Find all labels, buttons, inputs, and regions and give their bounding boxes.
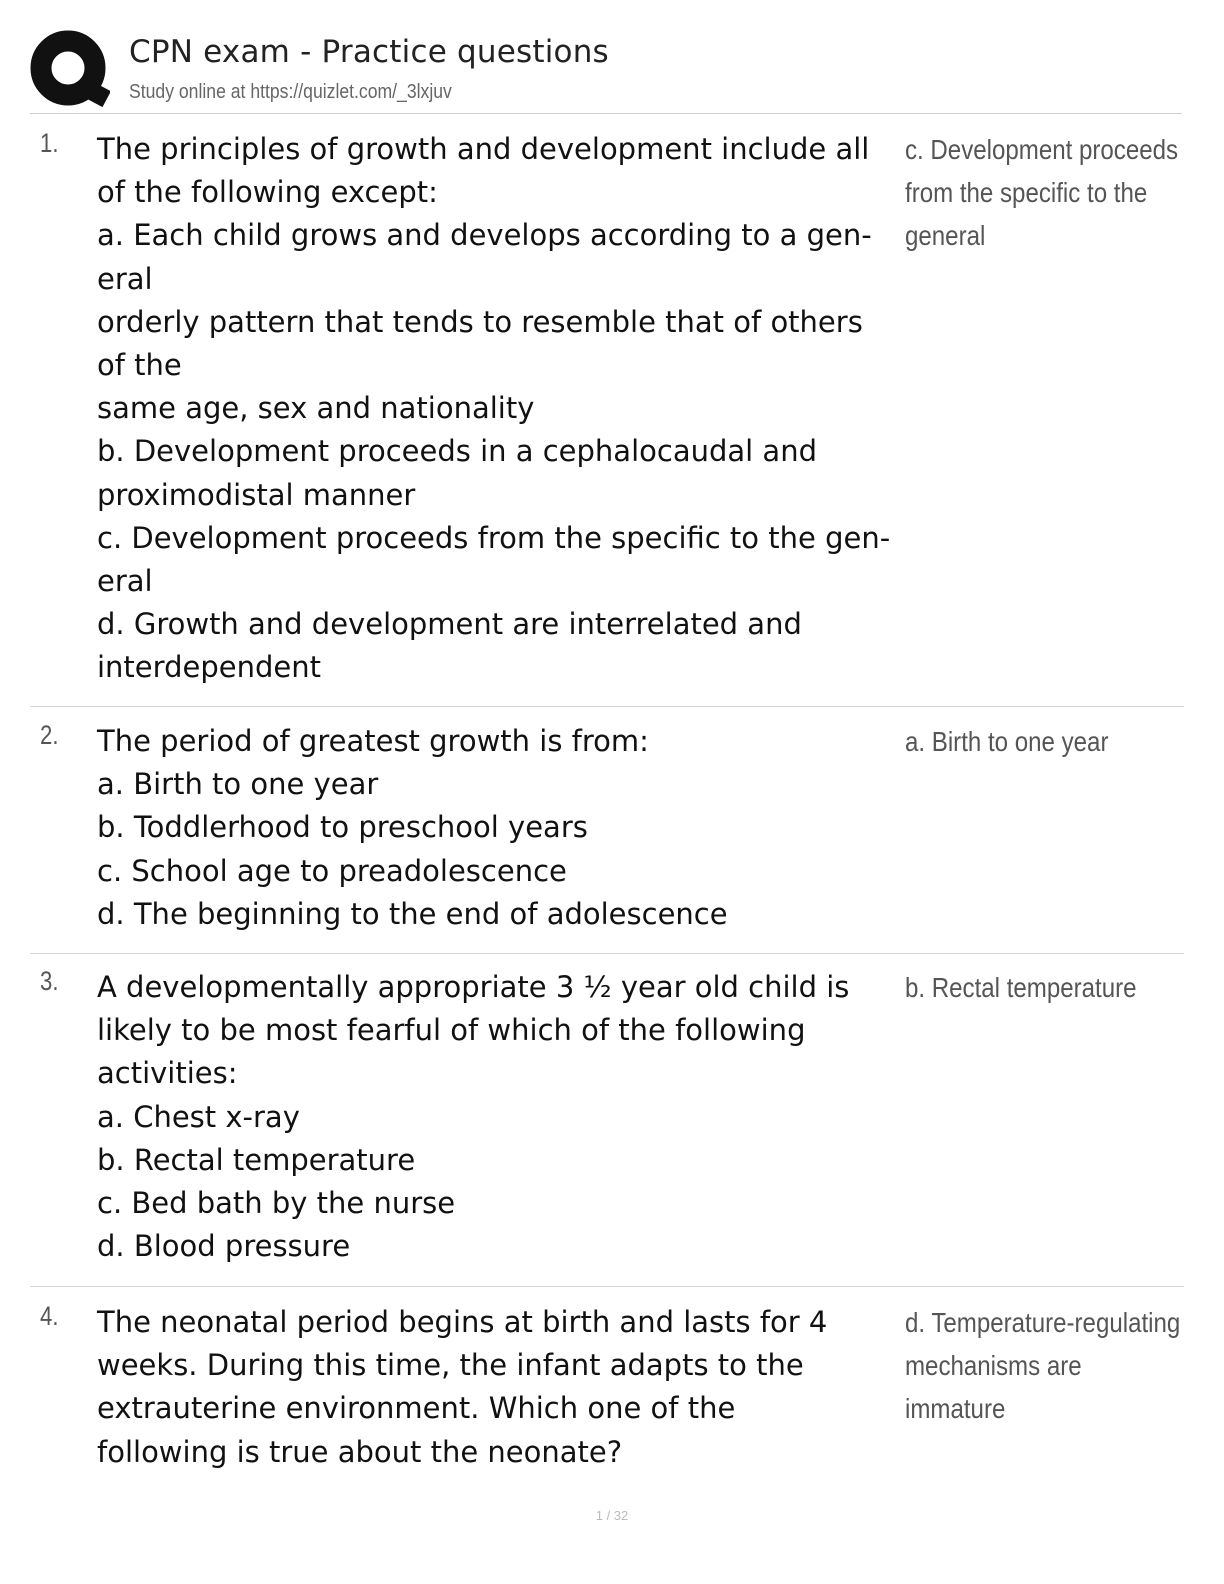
question-line: b. Rectal temperature bbox=[97, 1142, 416, 1177]
study-online-link[interactable]: Study online at https://quizlet.com/_3lxjuv bbox=[129, 81, 452, 103]
question-line: A developmentally appropriate 3 ½ year old child is bbox=[97, 970, 850, 1004]
question-line: eral bbox=[97, 261, 153, 296]
question-line: proximodistal manner bbox=[97, 477, 416, 512]
question-line: c. Bed bath by the nurse bbox=[97, 1186, 456, 1221]
question-line: orderly pattern that tends to resemble that of others bbox=[97, 304, 863, 339]
document-title: CPN exam - Practice questions bbox=[129, 34, 609, 70]
question-text bbox=[97, 720, 897, 936]
question-line: d. The beginning to the end of adolescence bbox=[97, 896, 728, 931]
answer-line: general bbox=[905, 220, 986, 252]
question-line: a. Each child grows and develops according to a gen- bbox=[97, 218, 872, 253]
question-line: weeks. During this time, the infant adapts to the bbox=[97, 1348, 804, 1383]
question-divider bbox=[30, 1286, 1184, 1287]
question-line: same age, sex and nationality bbox=[97, 391, 535, 426]
question-line: likely to be most fearful of which of the following bbox=[97, 1013, 806, 1048]
question-line: following is true about the neonate? bbox=[97, 1434, 623, 1469]
question-line: a. Chest x-ray bbox=[97, 1099, 300, 1134]
answer-text bbox=[905, 128, 1180, 258]
question-text bbox=[97, 128, 897, 690]
answer-text bbox=[905, 720, 1180, 763]
question-text bbox=[97, 1301, 897, 1474]
question-line: b. Development proceeds in a cephalocaudal and bbox=[97, 434, 817, 469]
question-line: a. Birth to one year bbox=[97, 767, 379, 802]
answer-line: c. Development proceeds bbox=[905, 134, 1179, 165]
page-number: 1 / 32 bbox=[595, 1508, 629, 1523]
question-divider bbox=[30, 953, 1184, 954]
answer-line: immature bbox=[905, 1393, 1006, 1425]
quizlet-logo-icon bbox=[30, 30, 110, 110]
question-text bbox=[97, 966, 897, 1268]
question-line: b. Toddlerhood to preschool years bbox=[97, 810, 588, 845]
answer-line: d. Temperature-regulating bbox=[905, 1307, 1181, 1338]
answer-text bbox=[905, 966, 1180, 1009]
answer-line: b. Rectal temperature bbox=[905, 972, 1137, 1003]
question-divider bbox=[30, 706, 1184, 707]
question-line: interdependent bbox=[97, 650, 321, 685]
answer-line: mechanisms are bbox=[905, 1350, 1082, 1382]
question-item bbox=[30, 128, 1184, 688]
question-item bbox=[30, 1301, 1184, 1481]
question-number: 4. bbox=[40, 1301, 59, 1331]
question-line: The principles of growth and development include all bbox=[97, 132, 870, 166]
header-divider bbox=[30, 113, 1182, 114]
question-line: c. School age to preadolescence bbox=[97, 853, 567, 888]
answer-line: from the specific to the bbox=[905, 177, 1148, 209]
answer-text bbox=[905, 1301, 1180, 1431]
question-line: activities: bbox=[97, 1056, 238, 1091]
question-line: extrauterine environment. Which one of the bbox=[97, 1391, 736, 1426]
question-number: 1. bbox=[40, 128, 59, 158]
question-item bbox=[30, 966, 1184, 1276]
question-line: c. Development proceeds from the specific to the gen- bbox=[97, 520, 891, 555]
question-item bbox=[30, 720, 1184, 940]
question-number: 2. bbox=[40, 720, 59, 750]
question-line: The neonatal period begins at birth and lasts for 4 bbox=[97, 1305, 828, 1339]
question-line: of the bbox=[97, 348, 182, 383]
question-line: eral bbox=[97, 564, 153, 599]
question-number: 3. bbox=[40, 966, 59, 996]
question-line: of the following except: bbox=[97, 175, 438, 210]
question-line: The period of greatest growth is from: bbox=[97, 724, 649, 758]
question-line: d. Blood pressure bbox=[97, 1229, 351, 1264]
answer-line: a. Birth to one year bbox=[905, 726, 1109, 757]
question-line: d. Growth and development are interrelated and bbox=[97, 607, 802, 642]
